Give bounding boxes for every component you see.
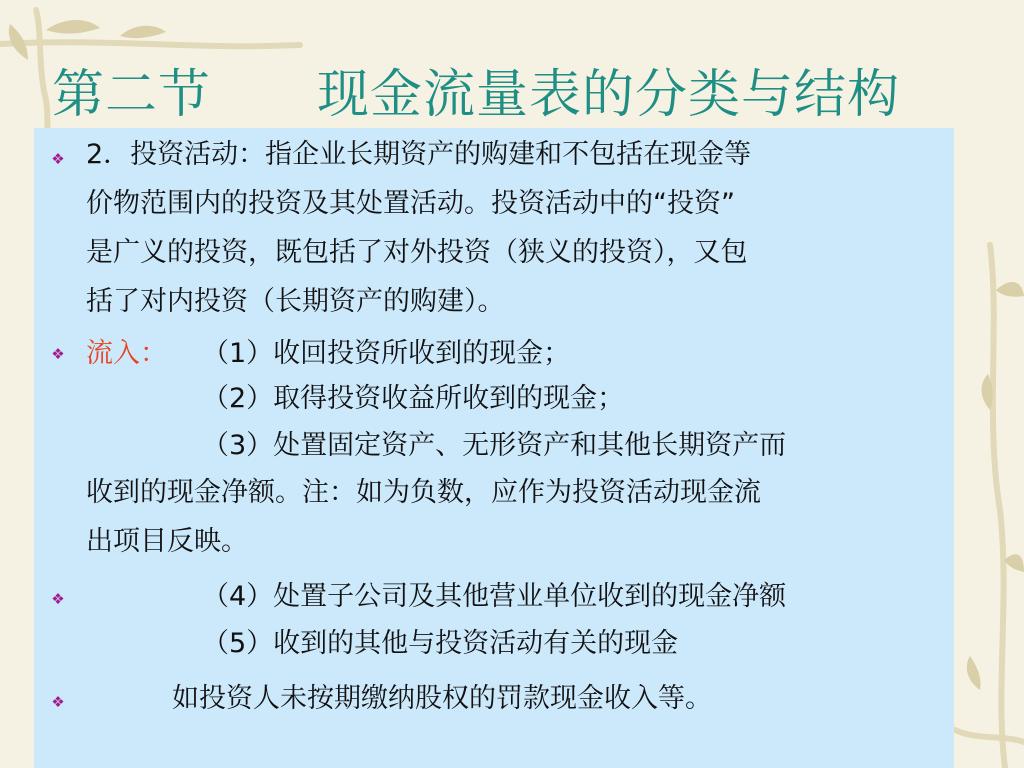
diamond-bullet-icon: ❖ — [51, 590, 65, 608]
para1-line-3: 是广义的投资，既包括了对外投资（狭义的投资），又包 — [86, 237, 748, 268]
diamond-bullet-icon: ❖ — [51, 345, 65, 363]
para1-line-1: 2．投资活动：指企业长期资产的购建和不包括在现金等 — [86, 139, 752, 170]
inflow-item-2: （2）取得投资收益所收到的现金； — [202, 383, 625, 414]
inflow-item-4: （4）处置子公司及其他营业单位收到的现金净额 — [202, 581, 787, 612]
inflow-item-3: （3）处置固定资产、无形资产和其他长期资产而 — [202, 430, 787, 461]
inflow-item-1: （1）收回投资所收到的现金； — [202, 338, 571, 369]
diamond-bullet-icon: ❖ — [51, 150, 65, 168]
para1-line-2: 价物范围内的投资及其处置活动。投资活动中的“投资” — [86, 188, 735, 219]
inflow-item-3-continued: 收到的现金净额。注：如为负数，应作为投资活动现金流 — [86, 477, 761, 508]
inflow-item-3-end: 出项目反映。 — [86, 526, 248, 557]
note-line: 如投资人未按期缴纳股权的罚款现金收入等。 — [172, 683, 712, 714]
inflow-label: 流入： — [86, 338, 167, 369]
inflow-item-5: （5）收到的其他与投资活动有关的现金 — [202, 628, 679, 659]
para1-line-4: 括了对内投资（长期资产的购建）。 — [86, 286, 505, 317]
slide-title: 第二节 现金流量表的分类与结构 — [52, 65, 901, 125]
diamond-bullet-icon: ❖ — [51, 693, 65, 711]
